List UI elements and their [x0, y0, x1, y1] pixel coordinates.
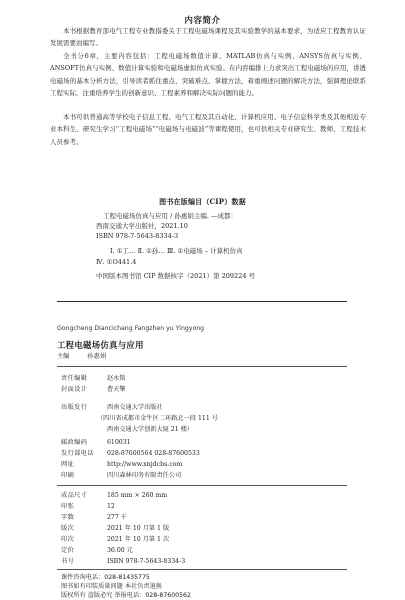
staff-value: 曹天擎	[107, 386, 126, 393]
spec-row-sheets	[61, 501, 115, 512]
spec-label: 定价	[61, 547, 75, 554]
contact-label: 网址	[61, 461, 75, 468]
spec-value: ISBN 978-7-5643-8334-3	[107, 558, 186, 565]
cip-title-line: 工程电磁场仿真与应用 / 孙惠娟主编. —成都：	[103, 212, 237, 220]
staff-value: 赵永铭	[107, 375, 126, 382]
spec-row-printing	[61, 534, 169, 545]
publisher-row	[61, 402, 163, 413]
specs-divider-top	[57, 485, 347, 486]
quality-notice: 图书如有印装质量问题 本社负责退换	[61, 583, 162, 590]
spec-value: 36.00 元	[107, 547, 133, 554]
staff-label: 责任编辑	[61, 375, 88, 382]
contact-value: http://www.xnjdcbs.com	[107, 461, 183, 468]
staff-row-cover	[61, 384, 126, 395]
intro-paragraph-3: 本书可供普通高等学校电子信息工程、电气工程及其自动化、计算机应用、电子信息科学类及其他相近专业本科生、研究生学习“工程电磁场”“电磁场与电磁波”等课程使用，也可供相关专业研究生、教师、工程技术人员参考。	[50, 113, 366, 146]
spec-row-isbn	[61, 556, 185, 567]
spec-label: 印次	[61, 536, 75, 543]
spec-value: 277 千	[107, 514, 127, 521]
copyright-notice: 版权所有 盗版必究 举报电话：028-87600562	[61, 592, 191, 599]
contact-label: 邮政编码	[61, 439, 88, 446]
intro-paragraph-2: 全书分6章，主要内容包括：工程电磁场数值计算、MATLAB仿真与实例、ANSYS仿真与实例、ANSOFT仿真与实例、数值计算实验和电磁场虚拟仿真实验。在内容编排上力求突出工程电磁场的应用，讲透电磁场的基本分析方法，引导读者抓住重点、突破难点、掌握方法，着重阐述问题的解决方法，强调理论联系工程实际，注重培养学生的创新意识、工程素养和解决实际问题的能力。	[50, 52, 366, 98]
contact-value: 610031	[107, 439, 131, 446]
spec-label: 字数	[61, 514, 75, 521]
staff-row-editor	[61, 373, 126, 384]
editor-row	[57, 351, 107, 362]
contact-row-website	[61, 459, 182, 470]
cip-record-number: 中国版本图书馆 CIP 数据核字（2021）第 209224 号	[96, 272, 256, 280]
intro-heading: 内容简介	[184, 15, 221, 25]
contact-label: 发行部电话	[61, 450, 94, 457]
book-title: 工程电磁场仿真与应用	[57, 340, 144, 350]
cip-publisher-line: 西南交通大学出版社，2021.10	[96, 222, 188, 230]
spec-row-price	[61, 545, 133, 556]
spec-row-size	[61, 490, 167, 501]
spec-label: 印张	[61, 503, 75, 510]
editor-name: 孙惠娟	[87, 353, 107, 360]
book-title-pinyin: Gongcheng Dianci​chang Fangzhen yu Yingyong	[57, 325, 205, 332]
intro-paragraph-1: 本书根据教育部电气工程专业教指委关于工程电磁场课程及其实验教学的基本要求，为适应工程教育认证发展需要而编写。	[50, 27, 366, 48]
spec-label: 版次	[61, 525, 75, 532]
spec-value: 12	[107, 503, 115, 510]
spec-row-words	[61, 512, 127, 523]
publisher-name: 西南交通大学出版社	[107, 404, 163, 411]
spec-value: 2021 年 10 月第 1 版	[107, 525, 170, 532]
publisher-address-1: （四川省成都市金牛区二环路北一段 111 号	[97, 415, 218, 422]
cip-class-line-2: Ⅳ. ①O441.4	[96, 258, 137, 266]
cip-isbn-line: ISBN 978-7-5643-8334-3	[96, 232, 179, 240]
footer-divider	[57, 569, 347, 570]
spec-row-edition	[61, 523, 169, 534]
spec-label: 成品尺寸	[61, 492, 88, 499]
spec-value: 185 mm × 260 mm	[107, 492, 168, 499]
contact-label: 印刷	[61, 472, 75, 479]
title-divider	[57, 366, 347, 367]
spec-label: 书号	[61, 558, 75, 565]
contact-value: 四川森林印务有限责任公司	[107, 472, 182, 479]
publisher-label: 出版发行	[61, 404, 88, 411]
contact-value: 028-87600564 028-87600533	[107, 450, 200, 457]
contact-row-printer	[61, 470, 181, 481]
cip-class-line-1: Ⅰ. ①工… Ⅱ. ①孙… Ⅲ. ①电磁场 – 计算机仿真	[110, 247, 243, 255]
section-divider	[57, 301, 347, 302]
contact-row-postcode	[61, 437, 131, 448]
publisher-address-2: 西南交通大学创新大厦 21 楼）	[107, 426, 194, 433]
contact-row-phone	[61, 448, 200, 459]
staff-label: 封面设计	[61, 386, 88, 393]
editor-label: 主编	[57, 353, 70, 360]
cip-heading: 图书在版编目（CIP）数据	[159, 197, 246, 206]
spec-value: 2021 年 10 月第 1 次	[107, 536, 170, 543]
courseware-phone: 课件咨询电话：028-81435775	[61, 574, 150, 581]
